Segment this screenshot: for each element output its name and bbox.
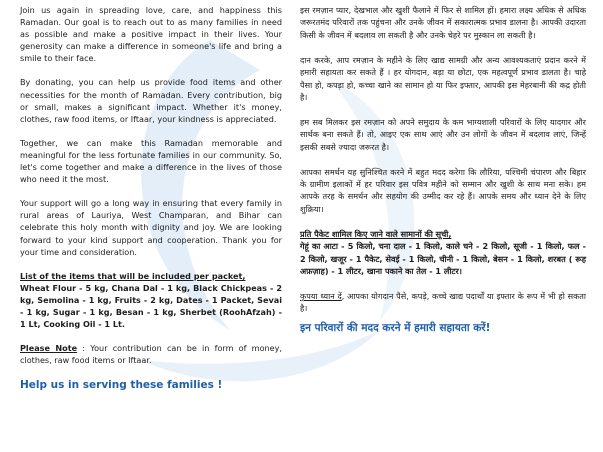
english-column <box>20 4 282 392</box>
note-label: Please Note <box>20 343 78 354</box>
donation-paragraph-hindi: दान करके, आप रमज़ान के महीने के लिए खाद्य सामग्री और अन्य आवश्यकताएं प्रदान करने में हमारी सहायता कर सकते हैं । हर योगदान, बड़ा या छोटा, एक महत्वपूर्ण प्रभाव डालता है। चाहे पैसा हो, कपड़ा हो, कच्चा खाने का सामान हो या फिर इफ्तार, आपकी इस मेहरबानी की कद्र होती है। <box>300 54 586 102</box>
footer-callout: Help us in serving these families ! <box>20 379 223 392</box>
note-text: : Your contribution can be in form of money, clothes, raw food items or Iftaar. <box>20 343 282 366</box>
items-list <box>20 270 282 330</box>
support-paragraph-hindi: आपका समर्थन यह सुनिश्चित करने में बहुत मदद करेगा कि लौरिया, पश्चिमी चंपारण और बिहार के ग्रामीण इलाकों में हर परिवार इस पवित्र महीने को सम्मान और खुशी के साथ मना सके। हम आपके तरह के समर्थन और सहयोग की उम्मीद कर रहे हैं। आपके समय और ध्यान देने के लिए शुक्रिया। <box>300 166 586 214</box>
items-list-body-hindi: गेहूं का आटा - 5 किलो, चना दाल - 1 किलो, काले चने - 2 किलो, सूजी - 1 किलो, फल - 2 किलो, खजूर - 1 पैकेट, सेवई - 1 किलो, चीनी - 1 किलो, बेसन - 1 किलो, शरबत ( रूह अफ़ज़ाह) - 1 लीटर, खाना पकाने का तेल - 1 लीटर। <box>300 241 586 276</box>
note-text-hindi: , आपका योगदान पैसे, कपड़े, कच्चे खाद्य पदार्थों या इफ्तार के रूप में भी हो सकता है। <box>300 290 587 314</box>
donation-paragraph: By donating, you can help us provide food items and other necessities for the month of Ramadan. Every contribution, big or small, makes a significant impact. Whether it's money, clothes, raw food items, or Iftaar, your kindness is appreciated. <box>20 77 282 124</box>
together-paragraph: Together, we can make this Ramadan memorable and meaningful for the less fortunate families in our community. So, let's come together and make a difference in the lives of those who need it the most. <box>20 137 282 185</box>
items-list-body: Wheat Flour - 5 kg, Chana Dal - 1 kg, Black Chickpeas - 2 kg, Semolina - 1 kg, Fruits - 2 kg, Dates - 1 Packet, Sevai - 1 kg, Sugar - 1 kg, Besan - 1 kg, Sherbet (RoohAfzah) - 1 Lt, Cooking Oil - 1 Lt. <box>20 282 282 330</box>
support-paragraph: Your support will go a long way in ensuring that every family in rural areas of Lauriya, West Champaran, and Bihar can celebrate this holy month with dignity and joy. We are looking forward to your kind support and cooperation. Thank you for your time and consideration. <box>20 198 282 257</box>
intro-paragraph-hindi: इस रमज़ान प्यार, देखभाल और खुशी फैलाने में फिर से शामिल हों। हमारा लक्ष्य अधिक से अधिक जरूरतमंद परिवारों तक पहुंचना और उनके जीवन में सकारात्मक प्रभाव डालना है। आपकी उदारता किसी के जीवन में बदलाव ला सकती है और उनके चेहरे पर मुस्कान ला सकती है। <box>300 5 586 40</box>
note-paragraph-hindi <box>300 290 586 315</box>
note-label-hindi: कृपया ध्यान दें <box>300 290 342 301</box>
together-paragraph-hindi: हम सब मिलकर इस रमज़ान को अपने समुदाय के कम भाग्यशाली परिवारों के लिए यादगार और सार्थक बना सकते हैं। तो, आइए एक साथ आएं और उन लोगों के जीवन में बदलाव लाएं, जिन्हें इसकी सबसे ज्यादा जरूरत है। <box>300 116 586 152</box>
items-list-heading: List of the items that will be included per packet, <box>20 270 246 281</box>
items-list-hindi <box>300 228 586 278</box>
hindi-column <box>300 4 586 335</box>
note-paragraph <box>20 342 282 366</box>
footer-callout-hindi: इन परिवारों की मदद करने में हमारी सहायता करें! <box>300 321 491 334</box>
items-list-heading-hindi: प्रति पैकेट शामिल किए जाने वाले सामानों की सूची, <box>300 228 452 239</box>
intro-paragraph: Join us again in spreading love, care, and happiness this Ramadan. Our goal is to reach out to as many families in need as possible and make a positive impact in their lives. Your generosity can make a difference in someone's life and bring a smile to their face. <box>20 5 282 64</box>
